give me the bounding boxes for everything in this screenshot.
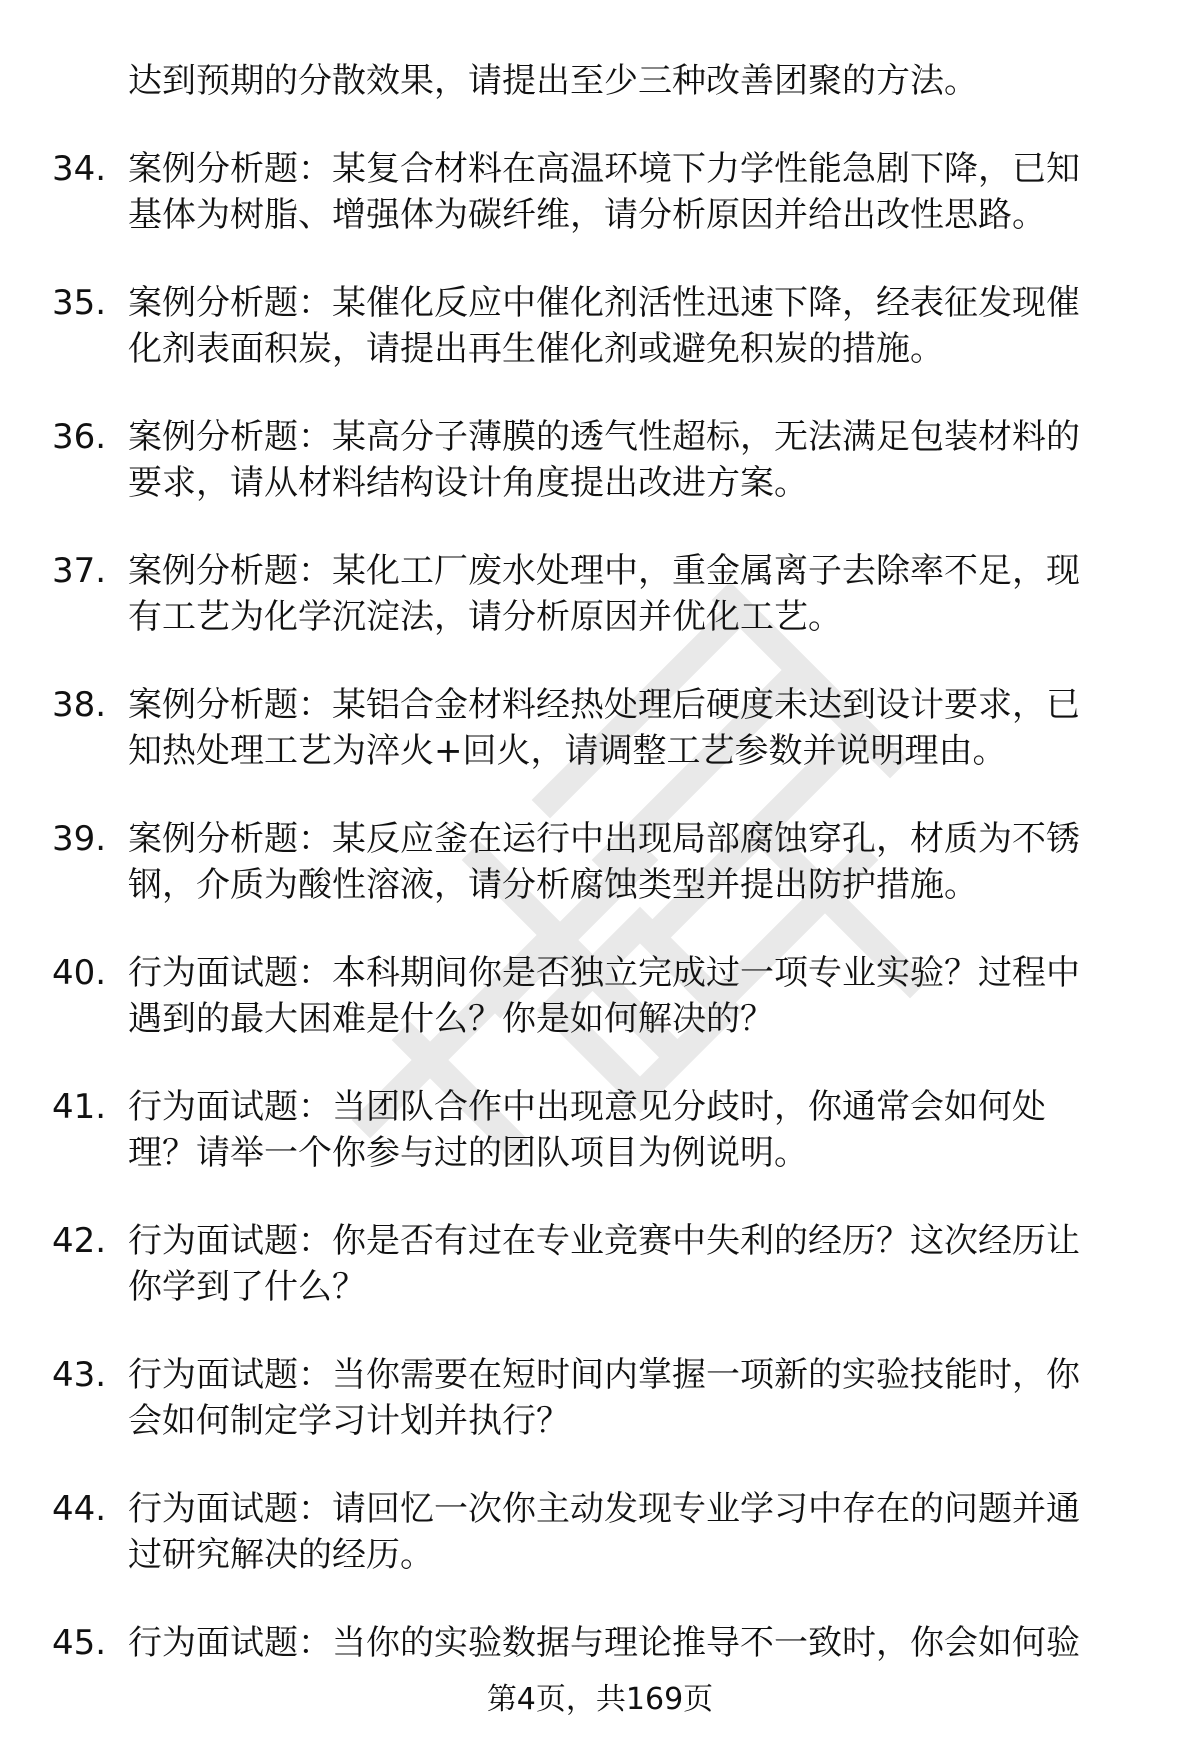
question-number: 38. <box>52 685 107 725</box>
question-number: 39. <box>52 819 107 859</box>
question-number: 34. <box>52 149 107 189</box>
question-number: 42. <box>52 1221 107 1261</box>
list-item <box>0 682 1138 774</box>
question-number: 43. <box>52 1355 107 1395</box>
question-text: 案例分析题：某化工厂废水处理中，重金属离子去除率不足，现 有工艺为化学沉淀法，请分析原因并优化工艺。 <box>128 551 1080 637</box>
list-item <box>0 548 1138 640</box>
question-number: 40. <box>52 953 107 993</box>
list-item <box>0 1620 1138 1666</box>
question-number: 44. <box>52 1489 107 1529</box>
question-number: 36. <box>52 417 107 457</box>
continued-question-text: 达到预期的分散效果，请提出至少三种改善团聚的方法。 <box>128 61 978 101</box>
question-text: 案例分析题：某复合材料在高温环境下力学性能急剧下降，已知 基体为树脂、增强体为碳纤维，请分析原因并给出改性思路。 <box>128 149 1080 235</box>
list-item <box>0 1486 1138 1578</box>
list-item <box>0 280 1138 372</box>
list-item <box>0 950 1138 1042</box>
question-text: 行为面试题：当团队合作中出现意见分歧时，你通常会如何处 理？请举一个你参与过的团队项目为例说明。 <box>128 1087 1046 1173</box>
question-text: 行为面试题：当你的实验数据与理论推导不一致时，你会如何验 <box>128 1623 1080 1663</box>
list-item <box>0 146 1138 238</box>
question-text: 案例分析题：某催化反应中催化剂活性迅速下降，经表征发现催 化剂表面积炭，请提出再生催化剂或避免积炭的措施。 <box>128 283 1080 369</box>
question-number: 45. <box>52 1623 107 1663</box>
question-number: 35. <box>52 283 107 323</box>
question-text: 行为面试题：本科期间你是否独立完成过一项专业实验？过程中 遇到的最大困难是什么？你是如何解决的？ <box>128 953 1080 1039</box>
question-text: 行为面试题：当你需要在短时间内掌握一项新的实验技能时，你 会如何制定学习计划并执行？ <box>128 1355 1080 1441</box>
question-text: 行为面试题：你是否有过在专业竞赛中失利的经历？这次经历让 你学到了什么？ <box>128 1221 1080 1307</box>
question-text: 案例分析题：某高分子薄膜的透气性超标，无法满足包装材料的 要求，请从材料结构设计角度提出改进方案。 <box>128 417 1080 503</box>
question-text: 案例分析题：某反应釜在运行中出现局部腐蚀穿孔，材质为不锈 钢，介质为酸性溶液，请分析腐蚀类型并提出防护措施。 <box>128 819 1080 905</box>
list-item <box>0 1218 1138 1310</box>
question-text: 行为面试题：请回忆一次你主动发现专业学习中存在的问题并通 过研究解决的经历。 <box>128 1489 1080 1575</box>
list-item <box>0 816 1138 908</box>
list-item <box>0 1084 1138 1176</box>
question-list <box>0 58 1200 1708</box>
question-number: 37. <box>52 551 107 591</box>
list-item <box>0 414 1138 506</box>
page-number-footer: 第4页，共169页 <box>486 1682 714 1717</box>
list-item <box>0 1352 1138 1444</box>
question-number: 41. <box>52 1087 107 1127</box>
question-text: 案例分析题：某铝合金材料经热处理后硬度未达到设计要求，已 知热处理工艺为淬火+回火，请调整工艺参数并说明理由。 <box>128 685 1080 771</box>
